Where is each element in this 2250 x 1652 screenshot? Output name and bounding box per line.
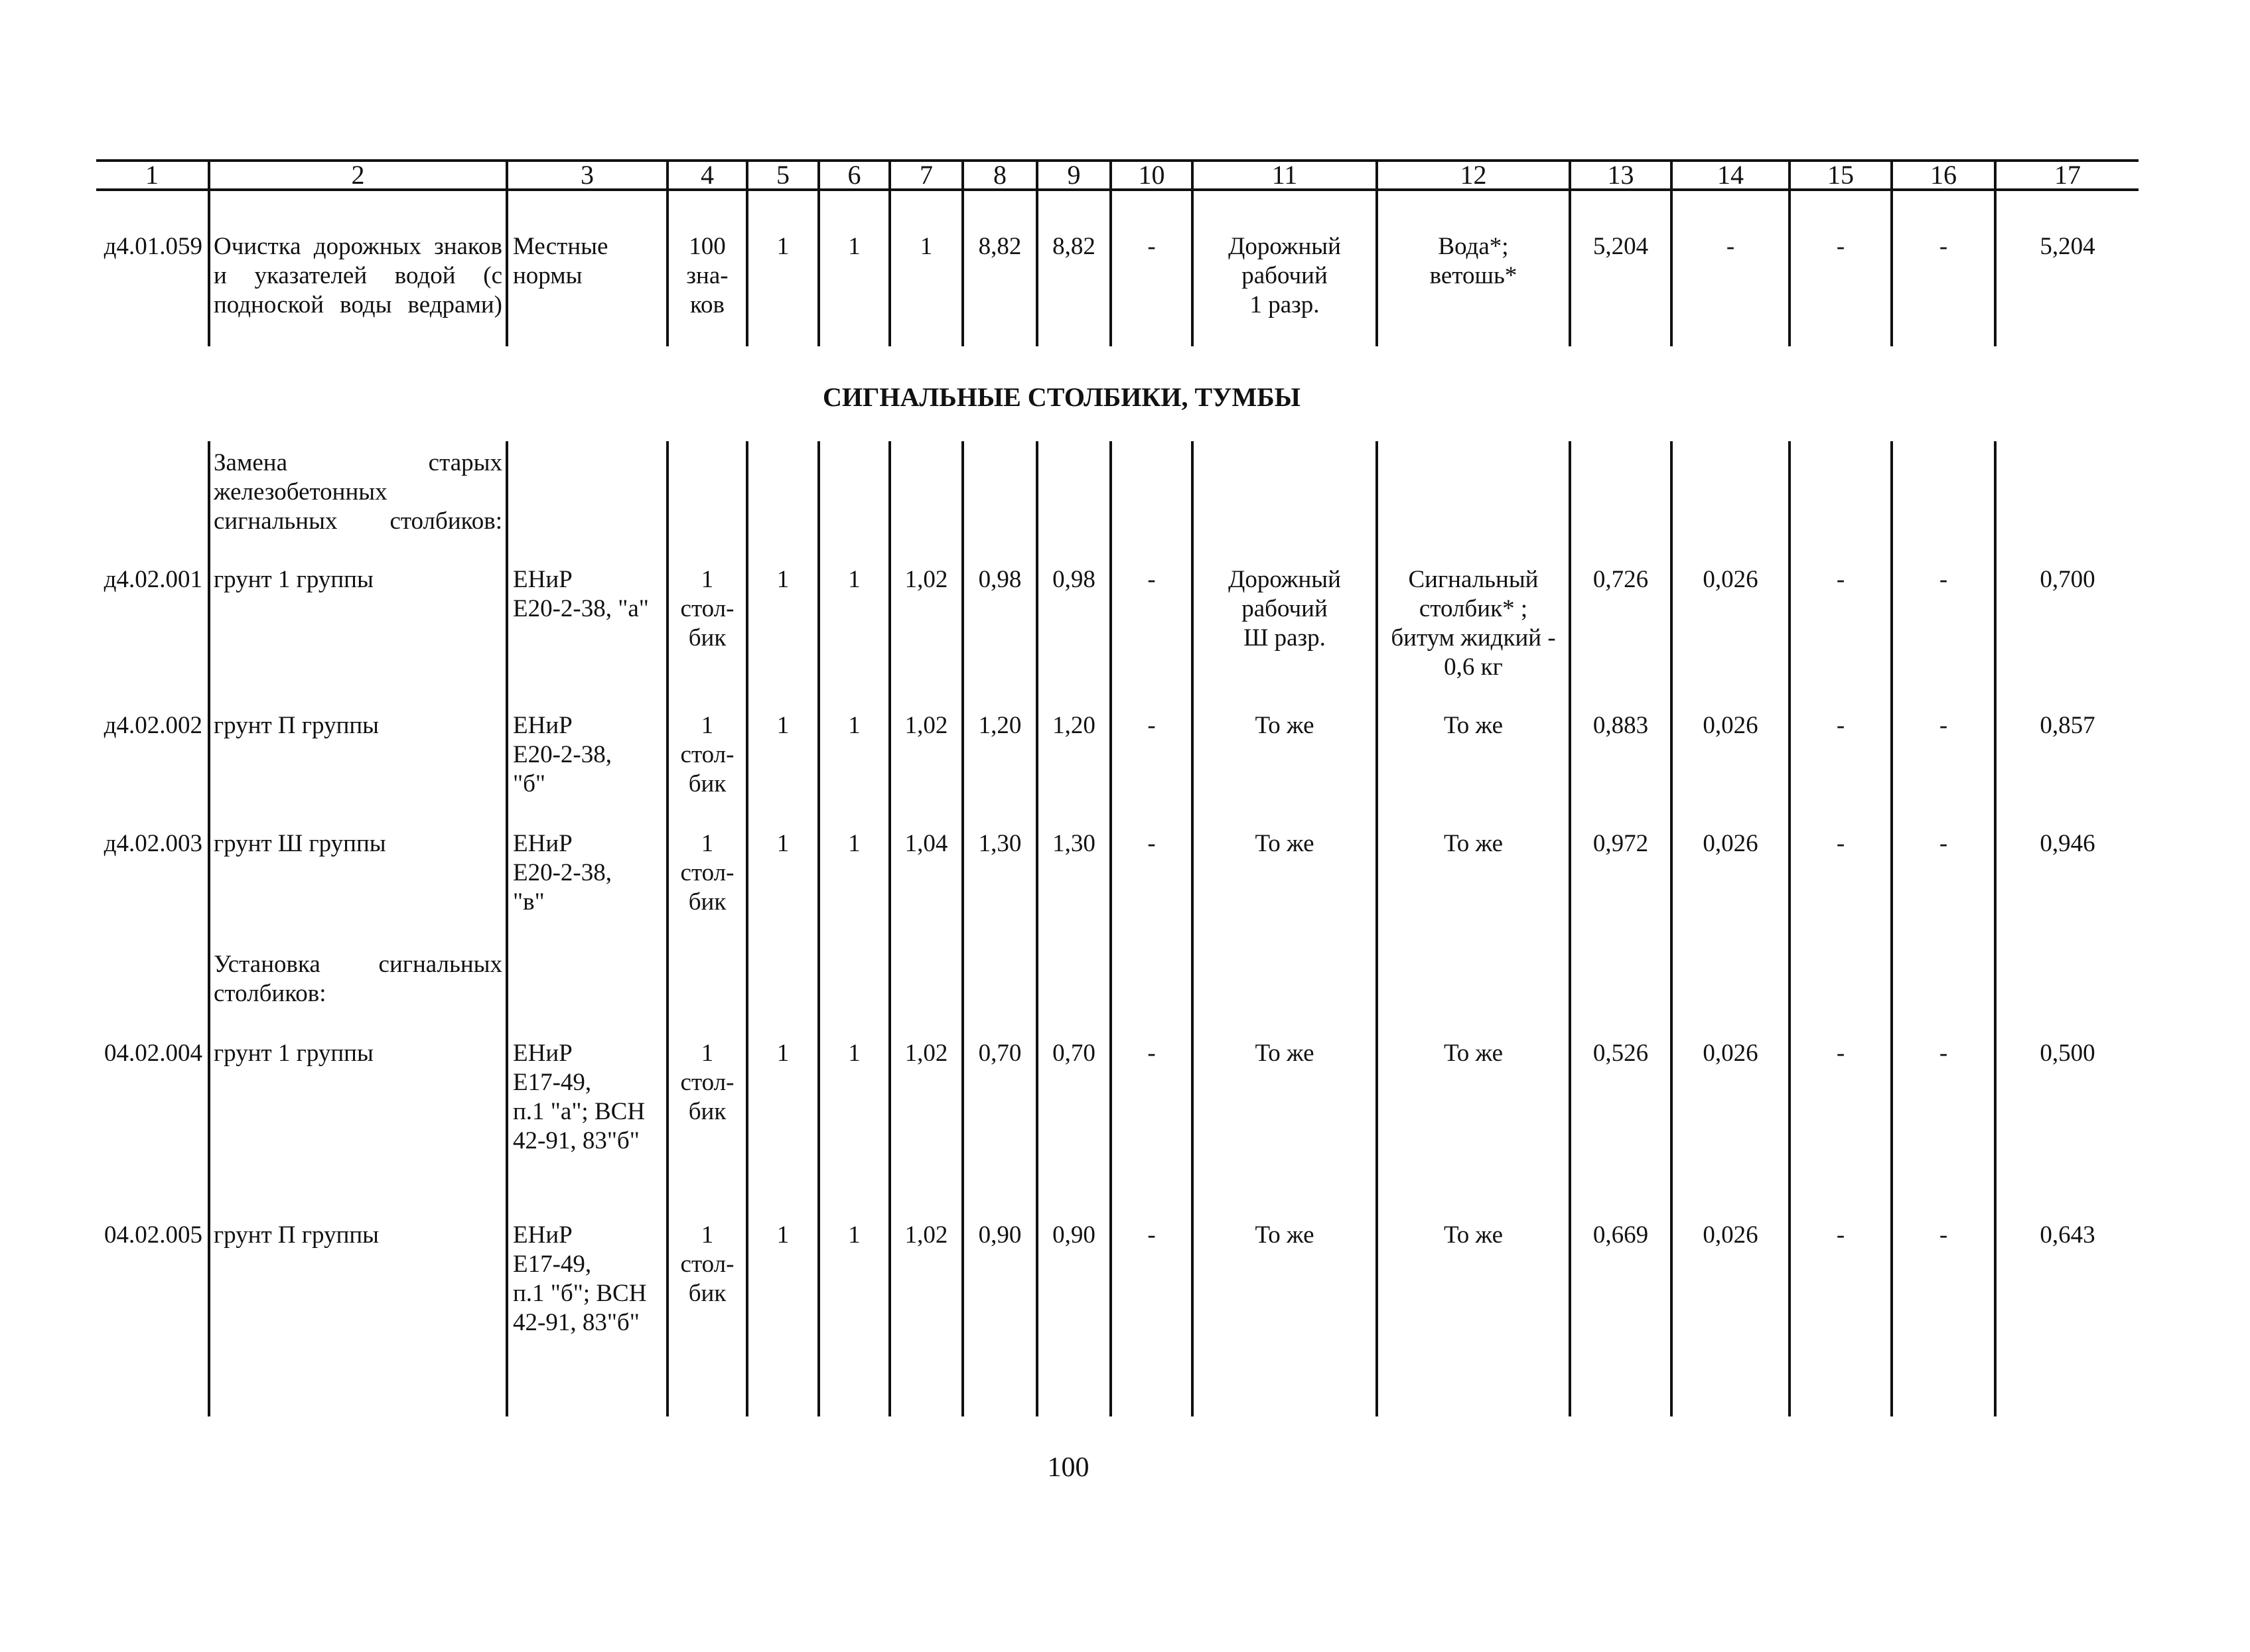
row-cell: - <box>1147 1040 1156 1067</box>
row-cell: 1 <box>848 712 861 739</box>
row-materials: То же <box>1443 1221 1504 1249</box>
row-cell: 8,82 <box>1052 233 1095 260</box>
row-materials: То же <box>1443 830 1504 857</box>
row-cell: 1,02 <box>904 1040 948 1067</box>
row-cell: 1 <box>776 1221 790 1249</box>
row-cell: 0,726 <box>1592 566 1649 593</box>
row-cell: 0,026 <box>1703 712 1758 739</box>
row-cell: 1 <box>920 233 933 260</box>
row-cell: 0,70 <box>978 1040 1022 1067</box>
row-materials: То же <box>1443 712 1504 739</box>
row-cell: 1,20 <box>1052 712 1095 739</box>
column-divider <box>506 191 508 346</box>
header-cell: 12 <box>1460 160 1487 190</box>
row-name: грунт П группы <box>214 1221 380 1249</box>
header-cell: 14 <box>1717 160 1744 190</box>
row-cell: 0,643 <box>2040 1221 2095 1249</box>
row-cell: 0,972 <box>1592 830 1649 857</box>
row-cell: 1,02 <box>904 1221 948 1249</box>
header-cell: 10 <box>1138 160 1165 190</box>
header-cell: 8 <box>993 160 1007 190</box>
row-cell: 0,026 <box>1703 1040 1758 1067</box>
row-cell: - <box>1939 712 1948 739</box>
row-materials: Сигнальный столбик* ; битум жидкий - 0,6 кг <box>1391 566 1556 681</box>
header-cell: 2 <box>351 160 365 190</box>
row-cell: 0,026 <box>1703 566 1758 593</box>
row-worker: То же <box>1255 1040 1314 1067</box>
row-cell: 1 <box>776 830 790 857</box>
column-divider <box>746 191 748 346</box>
row-cell: 1,02 <box>904 712 948 739</box>
row-basis: ЕНиР Е20-2-38, "а" <box>513 566 649 622</box>
row-cell: 1 <box>776 712 790 739</box>
row-cell: 1,02 <box>904 566 948 593</box>
row-cell: 1 <box>848 233 861 260</box>
column-divider <box>208 191 210 346</box>
row-basis: Местные нормы <box>513 233 608 289</box>
header-cell: 16 <box>1930 160 1957 190</box>
row-unit: 1 стол- бик <box>680 1040 735 1125</box>
column-divider <box>1788 191 1791 346</box>
column-divider <box>1569 191 1571 346</box>
row-cell: - <box>1836 712 1845 739</box>
page-number: 100 <box>1047 1452 1090 1483</box>
row-cell: 0,883 <box>1592 712 1649 739</box>
row-cell: 0,026 <box>1703 1221 1758 1249</box>
row-unit: 100 зна- ков <box>686 233 729 318</box>
header-cell: 15 <box>1827 160 1854 190</box>
row-basis: ЕНиР Е20-2-38, "в" <box>513 830 612 916</box>
row-cell: 5,204 <box>2040 233 2095 260</box>
row-basis: ЕНиР Е20-2-38, "б" <box>513 712 612 797</box>
row-unit: 1 стол- бик <box>680 830 735 916</box>
column-divider <box>208 441 210 1416</box>
header-cell: 6 <box>847 160 861 190</box>
row-cell: 1 <box>776 1040 790 1067</box>
row-unit: 1 стол- бик <box>680 1221 735 1307</box>
row-name: грунт П группы <box>214 712 380 739</box>
row-cell: - <box>1836 830 1845 857</box>
group-title: Установка сигнальных столбиков: <box>214 951 502 1007</box>
row-name: грунт 1 группы <box>214 566 374 593</box>
row-cell: 1,30 <box>978 830 1022 857</box>
row-cell: 1 <box>848 566 861 593</box>
row-materials: То же <box>1443 1040 1504 1067</box>
column-divider <box>961 191 964 346</box>
column-divider <box>506 441 508 1416</box>
row-name: Очистка дорожных знаков и указателей водой (с подноской воды ведрами) <box>214 233 502 318</box>
row-cell: 1 <box>848 1221 861 1249</box>
header-cell: 1 <box>145 160 159 190</box>
row-cell: - <box>1939 1221 1948 1249</box>
row-worker: То же <box>1255 712 1314 739</box>
group-title: Замена старых железобетонных сигнальных столбиков: <box>214 449 502 535</box>
column-divider <box>1994 191 1997 346</box>
row-cell: - <box>1939 233 1948 260</box>
row-cell: - <box>1836 566 1845 593</box>
row-cell: 0,026 <box>1703 830 1758 857</box>
column-divider <box>1109 191 1112 346</box>
row-basis: ЕНиР Е17-49, п.1 "а"; ВСН 42-91, 83"б" <box>513 1040 646 1154</box>
row-cell: 0,857 <box>2040 712 2095 739</box>
row-cell: 1 <box>776 233 790 260</box>
column-divider <box>1890 191 1893 346</box>
row-code: д4.02.001 <box>104 566 202 593</box>
row-unit: 1 стол- бик <box>680 566 735 652</box>
header-cell: 11 <box>1271 160 1298 190</box>
row-name: грунт Ш группы <box>214 830 386 857</box>
header-cell: 4 <box>701 160 714 190</box>
row-cell: 1,30 <box>1052 830 1095 857</box>
row-cell: 0,70 <box>1052 1040 1095 1067</box>
row-worker: То же <box>1255 1221 1314 1249</box>
row-unit: 1 стол- бик <box>680 712 735 797</box>
row-cell: 1 <box>848 830 861 857</box>
column-divider <box>1670 191 1673 346</box>
row-cell: - <box>1147 830 1156 857</box>
row-worker: Дорожный рабочий Ш разр. <box>1228 566 1341 652</box>
row-cell: 0,98 <box>978 566 1022 593</box>
row-code: д4.01.059 <box>104 233 202 260</box>
header-cell: 13 <box>1607 160 1634 190</box>
section-title: СИГНАЛЬНЫЕ СТОЛБИКИ, ТУМБЫ <box>823 382 1301 412</box>
row-cell: - <box>1836 1040 1845 1067</box>
row-cell: - <box>1939 566 1948 593</box>
row-cell: 0,98 <box>1052 566 1095 593</box>
column-divider <box>888 191 891 346</box>
row-cell: 0,669 <box>1592 1221 1649 1249</box>
row-cell: - <box>1836 1221 1845 1249</box>
column-divider <box>817 191 820 346</box>
row-cell: 0,90 <box>1052 1221 1095 1249</box>
row-cell: 1 <box>776 566 790 593</box>
row-cell: 1 <box>848 1040 861 1067</box>
row-code: 04.02.005 <box>104 1221 202 1249</box>
row-worker: Дорожный рабочий 1 разр. <box>1228 233 1341 318</box>
row-cell: - <box>1726 233 1735 260</box>
row-cell: 0,90 <box>978 1221 1022 1249</box>
row-cell: 0,946 <box>2040 830 2095 857</box>
row-materials: Вода*; ветошь* <box>1429 233 1517 289</box>
column-divider <box>1036 191 1038 346</box>
row-cell: - <box>1147 233 1156 260</box>
row-cell: - <box>1836 233 1845 260</box>
row-cell: - <box>1939 830 1948 857</box>
header-cell: 7 <box>920 160 933 190</box>
row-cell: 0,700 <box>2040 566 2095 593</box>
row-worker: То же <box>1255 830 1314 857</box>
row-cell: - <box>1147 566 1156 593</box>
row-cell: 8,82 <box>978 233 1022 260</box>
header-cell: 5 <box>776 160 790 190</box>
header-cell: 9 <box>1067 160 1081 190</box>
row-code: 04.02.004 <box>104 1040 202 1067</box>
row-cell: 0,500 <box>2040 1040 2095 1067</box>
header-cell: 17 <box>2054 160 2081 190</box>
row-cell: 0,526 <box>1592 1040 1649 1067</box>
row-cell: - <box>1147 1221 1156 1249</box>
row-code: д4.02.002 <box>104 712 202 739</box>
row-cell: 5,204 <box>1592 233 1649 260</box>
row-basis: ЕНиР Е17-49, п.1 "б"; ВСН 42-91, 83"б" <box>513 1221 647 1336</box>
row-code: д4.02.003 <box>104 830 202 857</box>
row-cell: - <box>1939 1040 1948 1067</box>
row-name: грунт 1 группы <box>214 1040 374 1067</box>
row-cell: - <box>1147 712 1156 739</box>
row-cell: 1,20 <box>978 712 1022 739</box>
row-cell: 1,04 <box>904 830 948 857</box>
header-cell: 3 <box>581 160 594 190</box>
